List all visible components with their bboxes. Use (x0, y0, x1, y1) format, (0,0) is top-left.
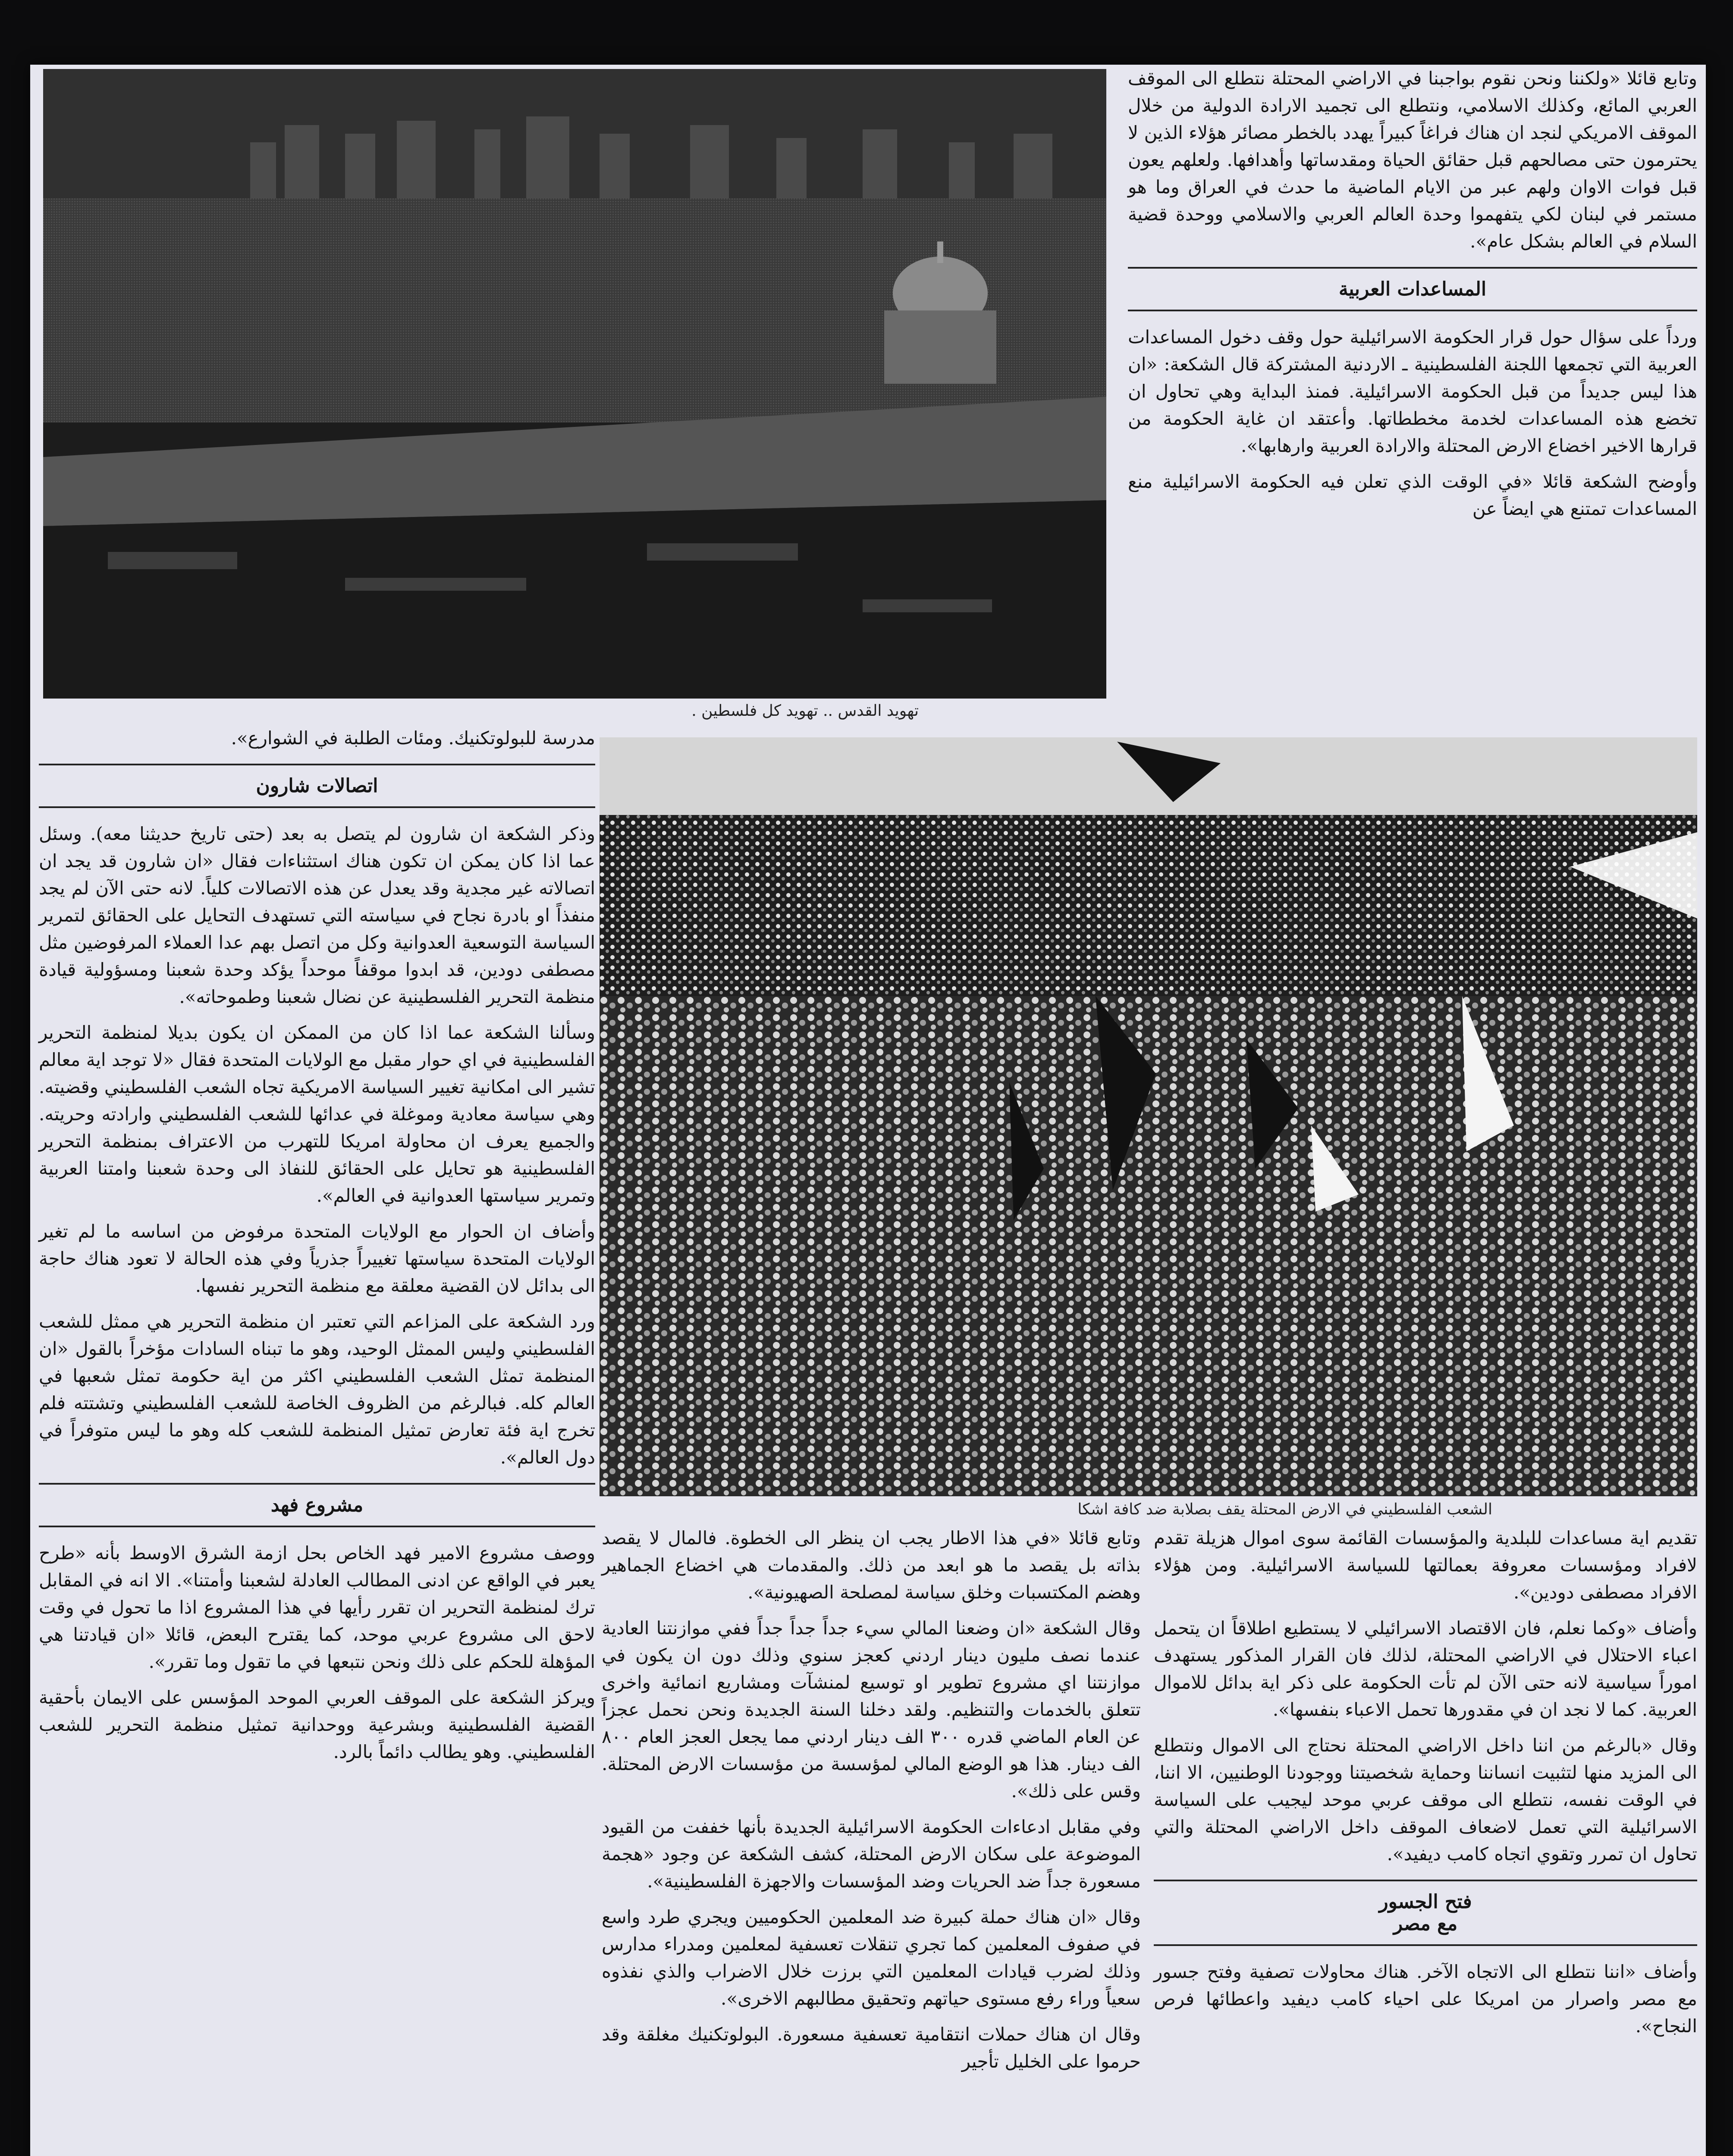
paragraph: وأوضح الشكعة قائلا «في الوقت الذي تعلن فيه الحكومة الاسرائيلية منع المساعدات تمتنع هي ايضاً عن (1128, 471, 1697, 519)
paragraph: وأضاف «وكما نعلم، فان الاقتصاد الاسرائيلي لا يستطيع اطلاقاً ان يتحمل اعباء الاحتلال في الاراضي المحتلة، لذلك فان القرار المذكور يستهدف اموراً سياسية لانه حتى الآن لم تأت الحكومة على ذكر اية بدائل للاموال العربية. كما لا نجد ان في مقدورها تحمل الاعباء بنفسها». (1154, 1617, 1697, 1720)
heading-line: مع مصر (1393, 1913, 1458, 1935)
paragraph: وقال الشكعة «ان وضعنا المالي سيء جداً جداً جداً ففي موازنتنا العادية عندما نصف مليون دينار اردني كعجز سنوي وذلك دون ان يكون في موازنتنا اي مشروع تطوير او توسيع لمنشآت ومشاريع انمائية واخرى تتعلق بالخدمات والتنظيم. ولقد دخلنا السنة الجديدة ونحن نحمل عجزاً عن العام الماضي قدره ٣٠٠ الف دينار اردني مما يجعل العجز العام ٨٠٠ الف دينار. هذا هو الوضع المالي لمؤسسة من مؤسسات الارض المحتلة. وقس على ذلك». (602, 1617, 1141, 1802)
paragraph: وأضاف ان الحوار مع الولايات المتحدة مرفوض من اساسه ما لم تغير الولايات المتحدة سياستها تغييراً جذرياً وفي هذه الحالة لا تعود هناك حاجة الى بدائل لان القضية معلقة مع منظمة التحرير نفسها. (39, 1221, 595, 1296)
heading-line: فتح الجسور (1379, 1891, 1472, 1913)
paragraph: ورداً على سؤال حول قرار الحكومة الاسرائيلية حول وقف دخول المساعدات العربية التي تجمعها اللجنة الفلسطينية ـ الاردنية المشتركة قال الشكعة: «ان هذا ليس جديداً من قبل الحكومة الاسرائيلية. فمنذ البداية وهي تحاول ان تخضع هذه المساعدات لخدمة مخططاتها. وأعتقد ان غاية الحكومة من قرارها الاخير اخضاع الارض المحتلة والارادة العربية وارهابها». (1128, 326, 1697, 456)
paragraph: مدرسة للبولوتكنيك. ومئات الطلبة في الشوارع». (231, 727, 595, 749)
photo-caption: تهويد القدس .. تهويد كل فلسطين . (691, 702, 919, 720)
paragraph: وقال ان هناك حملات انتقامية تعسفية مسعورة. البولوتكنيك مغلقة وقد حرموا على الخليل تأجير (602, 2024, 1141, 2072)
paragraph: وتابع قائلا «في هذا الاطار يجب ان ينظر الى الخطوة. فالمال لا يقصد بذاته بل يقصد ما هو ابعد من ذلك. والمقدمات هي اخضاع الجماهير وهضم المكتسبات وخلق سياسة لمصلحة الصهيونية». (602, 1527, 1141, 1603)
paragraph: وفي مقابل ادعاءات الحكومة الاسرائيلية الجديدة بأنها خففت من القيود الموضوعة على سكان الارض المحتلة، كشف الشكعة عن وجود «هجمة مسعورة جداً ضد الحريات وضد المؤسسات والاجهزة الفلسطينية». (602, 1816, 1141, 1892)
column-left (39, 724, 595, 1774)
section-heading: مشروع فهد (39, 1483, 595, 1527)
paragraph: وتابع قائلا «ولكننا ونحن نقوم بواجبنا في الاراضي المحتلة نتطلع الى الموقف العربي المائع، وكذلك الاسلامي، ونتطلع الى تجميد الارادة الدولية من خلال الموقف الامريكي لنجد ان هناك فراغاً كبيراً يهدد بالخطر مصائر هؤلاء الذين لا يحترمون حتى مصالحهم قبل حقائق الحياة ومقدساتها وأهدافها. ولعلهم يعون قبل فوات الاوان ولهم عبر من الايام الماضية ما حدث في العراق وما هو مستمر في لبنان لكي يتفهموا وحدة العالم العربي والاسلامي ووحدة قضية السلام في العالم بشكل عام». (1128, 68, 1697, 252)
paragraph: وسألنا الشكعة عما اذا كان من الممكن ان يكون بديلا لمنظمة التحرير الفلسطينية في اي حوار مقبل مع الولايات المتحدة فقال «لا توجد اية معالم تشير الى امكانية تغيير السياسة الامريكية تجاه الشعب الفلسطيني وقضيته. وهي سياسة معادية وموغلة في عدائها للشعب الفلسطيني وارادته وحريته. والجميع يعرف ان محاولة امريكا للتهرب من الاعتراف بمنظمة التحرير الفلسطينية هو تحايل على الحقائق للنفاذ الى وحدة شعبنا وامتنا العربية وتمرير سياستها العدوانية في العالم». (39, 1022, 595, 1206)
paragraph: وأضاف «اننا نتطلع الى الاتجاه الآخر. هناك محاولات تصفية وفتح جسور مع مصر واصرار من امريكا على احياء كامب ديفيد واعطائها فرص النجاح». (1154, 1961, 1697, 2037)
paragraph: ووصف مشروع الامير فهد الخاص بحل ازمة الشرق الاوسط بأنه «طرح يعبر في الواقع عن ادنى المطالب العادلة لشعبنا وأمتنا». الا انه في المقابل ترك لمنظمة التحرير ان تقرر رأيها في هذا المشروع اذا ما تحول في وقت لاحق الى مشروع عربي موحد، كما يقترح البعض، قائلا «ان قيادتنا هي المؤهلة للحكم على ذلك ونحن نتبعها في ما تقول وما تقرر». (39, 1542, 595, 1672)
paragraph: ويركز الشكعة على الموقف العربي الموحد المؤسس على الايمان بأحقية القضية الفلسطينية وبشرعية ووحدانية تمثيل منظمة التحرير للشعب الفلسطيني. وهو يطالب دائماً بالرد. (39, 1687, 595, 1762)
section-heading (1154, 1880, 1697, 1946)
column-middle (602, 1524, 1141, 2084)
column-top-right (1128, 65, 1697, 531)
paragraph: تقديم اية مساعدات للبلدية والمؤسسات القائمة سوى اموال هزيلة تقدم لافراد ومؤسسات معروفة بعمالتها للسياسة الاسرائيلية. ومن هؤلاء الافراد مصطفى دودين». (1154, 1527, 1697, 1603)
paragraph: وقال «بالرغم من اننا داخل الاراضي المحتلة نحتاج الى الاموال ونتطلع الى المزيد منها لتثبيت انساننا وحماية شخصيتنا ووجودنا الوطنيين، الا اننا، في الوقت نفسه، نتطلع الى موقف عربي موحد ليجيب على السياسة الاسرائيلية التي تعمل لاضعاف الموقف داخل الاراضي المحتلة والتي تحاول ان تمرر وتقوي اتجاه كامب ديفيد». (1154, 1735, 1697, 1865)
paragraph: ورد الشكعة على المزاعم التي تعتبر ان منظمة التحرير هي ممثل للشعب الفلسطيني وليس الممثل الوحيد، وهو ما تبناه السادات مؤخراً بالقول «ان المنظمة تمثل الشعب الفلسطيني اكثر من اية حكومة تمثل شعبها في العالم كله. فبالرغم من الظروف الخاصة للشعب الفلسطيني وتشتته فلم تخرج اية فئة تعارض تمثيل المنظمة للشعب كله وهو ما ليس متوفراً في دول العالم». (39, 1311, 595, 1468)
newspaper-page (30, 65, 1706, 2156)
paragraph: وقال «ان هناك حملة كبيرة ضد المعلمين الحكوميين ويجري طرد واسع في صفوف المعلمين كما تجري تنقلات تعسفية لمعلمين ومدراء مدارس وذلك لضرب قيادات المعلمين التي برزت خلال الاضراب والذي نفذوه سعياً وراء رفع مستوى حياتهم وتحقيق مطالبهم الاخرى». (602, 1906, 1141, 2009)
paragraph: وذكر الشكعة ان شارون لم يتصل به بعد (حتى تاريخ حديثنا معه). وسئل عما اذا كان يمكن ان تكون هناك استثناءات فقال «ان شارون قد يجد ان اتصالاته غير مجدية وقد يعدل عن هذه الاتصالات كلياً. لانه حتى الآن لم يجد منفذاً او بادرة نجاح في سياسته التي تستهدف التحايل على الحقائق لتمرير السياسة التوسعية العدوانية وكل من اتصل بهم عدا العملاء المرفوضين مثل مصطفى دودين، قد ابدوا موقفاً موحداً يؤكد وحدة شعبنا ومسؤولية قيادة منظمة التحرير الفلسطينية عن نضال شعبنا وطموحاته». (39, 823, 595, 1007)
photo-caption: الشعب الفلسطيني في الارض المحتلة يقف بصلابة ضد كافة اشكا (1077, 1501, 1492, 1518)
column-right-bottom (1154, 1524, 1697, 2048)
crowd-photo (600, 737, 1697, 1496)
section-heading: اتصالات شارون (39, 764, 595, 808)
section-heading: المساعدات العربية (1128, 267, 1697, 311)
jerusalem-photo (43, 69, 1106, 699)
